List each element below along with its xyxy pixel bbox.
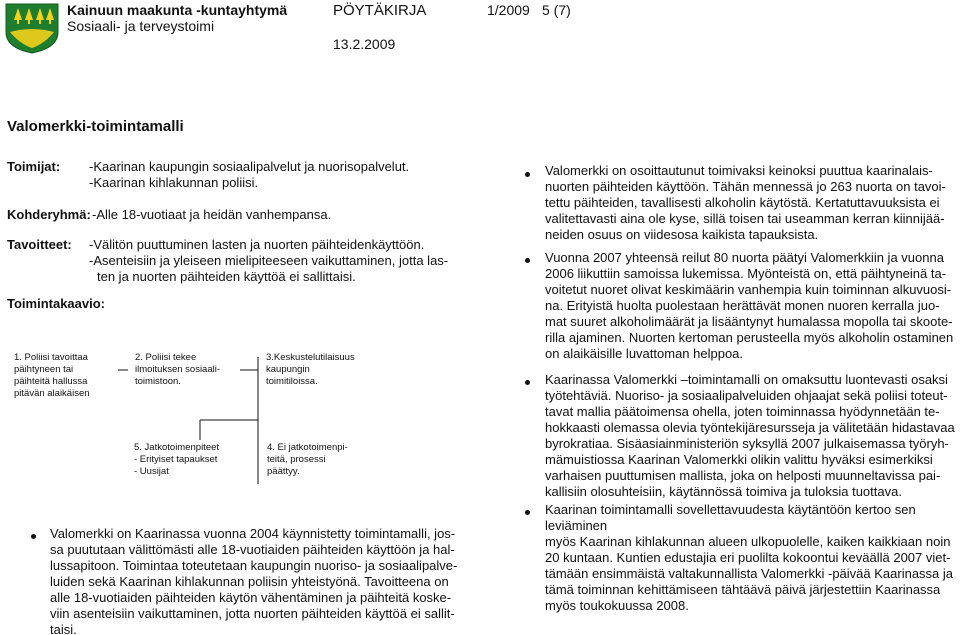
doc-type: PÖYTÄKIRJA: [333, 2, 427, 19]
paragraph-line: na. Erityistä huolta puolestaan herättävät monen nuoren kerralla juo-: [545, 298, 940, 313]
paragraph-line: neiden osuus on viidesosa kaikista tapauksista.: [545, 227, 819, 242]
paragraph-line: byrokratiaa. Sisäasiainministeriön syksyllä 2007 julkaisemassa työryh-: [545, 436, 949, 451]
flow-box-3-line: kaupungin: [266, 364, 310, 375]
paragraph-line: Kaarinan toimintamalli sovellettavuudesta käytäntöön kertoo sen leviäminen: [545, 502, 916, 533]
right-paragraph-1: [545, 163, 957, 243]
right-paragraph-2: [545, 250, 957, 362]
kohderyhma-label: Kohderyhmä:: [7, 207, 91, 222]
paragraph-line: myös Kaarinan kihlakunnan alueen ulkopuolelle, kaiken kaikkiaan noin: [545, 534, 951, 549]
paragraph-line: alle 18-vuotiaiden päihteiden käytön vähentäminen ja päihteitä koske-: [50, 590, 452, 605]
flow-box-5-line: 5. Jatkotoimenpiteet: [134, 442, 220, 453]
flow-box-3: [266, 352, 355, 388]
bullet-icon: [525, 258, 530, 263]
intro-paragraph: [50, 526, 470, 635]
paragraph-line: viin asenteisiin vaikuttaminen, jotta nuorten päihteiden käyttöä ei sallit-: [50, 606, 455, 621]
right-paragraph-3: [545, 372, 957, 500]
toimijat-line-2: -Kaarinan kihlakunnan poliisi.: [89, 175, 259, 190]
paragraph-line: tettu päihteiden, tavallisesti alkoholin käytöstä. Kertatuttavuuksista ei: [545, 195, 940, 210]
flow-box-1: [14, 352, 90, 400]
paragraph-line: Valomerkki on osoittautunut toimivaksi keinoksi puuttua kaarinalais-: [545, 163, 933, 178]
flow-box-2: [135, 352, 220, 388]
paragraph-line: lussapitoon. Toimintaa toteutetaan kaupungin nuoriso- ja sosiaalipalve-: [50, 558, 458, 573]
kohderyhma-value: -Alle 18-vuotiaat ja heidän vanhempansa.: [92, 207, 332, 222]
org-name: Kainuun maakunta -kuntayhtymä: [67, 2, 288, 18]
paragraph-line: varhaisen puuttumisen mallista, joka on helposti muunneltavissa pai-: [545, 468, 941, 483]
flow-box-1-line: pitävän alaikäisen: [14, 388, 90, 399]
paragraph-line: nuorten päihteiden käyttöön. Tähän mennessä jo 263 nuorta on tavoi-: [545, 179, 946, 194]
toimintakaavio-label: Toimintakaavio:: [7, 296, 106, 311]
flow-box-1-line: 1. Poliisi tavoittaa: [14, 352, 88, 363]
paragraph-line: on alaikäisille luvattoman helppoa.: [545, 346, 744, 361]
toimijat-line-1: -Kaarinan kaupungin sosiaalipalvelut ja nuorisopalvelut.: [89, 159, 410, 174]
flow-box-1-line: päihteitä hallussa: [14, 376, 88, 387]
paragraph-line: tämään ensimmäistä valtakunnallista Valomerkki -päivää Kaarinassa ja: [545, 566, 954, 581]
doc-date: 13.2.2009: [333, 36, 396, 52]
flow-box-4-line: teitä, prosessi: [267, 454, 326, 465]
right-paragraph-4: [545, 502, 957, 614]
paragraph-line: Kaarinassa Valomerkki –toimintamalli on omaksuttu luontevasti osaksi: [545, 372, 948, 387]
paragraph-line: 2006 liikuttiin samoissa lukemissa. Myönteistä on, että päihtyneinä ta-: [545, 266, 947, 281]
tavoitteet-line-2a: -Asenteisiin ja yleiseen mielipiteeseen vaikuttaminen, jotta las-: [89, 253, 449, 268]
flow-box-5-line: - Uusijat: [134, 466, 169, 477]
flow-box-2-line: ilmoituksen sosiaali-: [135, 364, 221, 375]
flow-box-4-line: päättyy.: [267, 466, 300, 477]
doc-number: 1/2009: [487, 2, 530, 18]
paragraph-line: Vuonna 2007 yhteensä reilut 80 nuorta päätyi Valomerkkiin ja vuonna: [545, 250, 944, 265]
page-title: Valomerkki-toimintamalli: [7, 118, 184, 135]
paragraph-line: valitettavasti aina ole kyse, sillä toisen tai useamman kerran kiinnijää-: [545, 211, 945, 226]
tavoitteet-label: Tavoitteet:: [7, 237, 72, 252]
bullet-icon: [525, 172, 530, 177]
bullet-icon: [31, 534, 36, 539]
flow-box-4: [267, 442, 348, 478]
paragraph-line: tämä toiminnan kehittämiseen tähtäävä päivä järjestettiin Kaarinassa: [545, 582, 941, 597]
paragraph-line: sa puututaan välittömästi alle 18-vuotiaiden päihteiden käyttöön ja hal-: [50, 542, 455, 557]
toimijat-label: Toimijat:: [7, 159, 61, 174]
paragraph-line: hokkaasti olemassa olevia työntekijäresursseja ja välitetään hidastavaa: [545, 420, 955, 435]
flow-box-5: [134, 442, 219, 478]
flow-box-2-line: 2. Poliisi tekee: [135, 352, 197, 363]
paragraph-line: mämuistiossa Kaarinan Valomerkki olikin valittu hyväksi esimerkiksi: [545, 452, 933, 467]
paragraph-line: rilla ajaminen. Nuorten kertoman perusteella myös alkoholin ostaminen: [545, 330, 954, 345]
tavoitteet-line-2b: ten ja nuorten päihteiden käyttöä ei sallittaisi.: [97, 269, 356, 284]
paragraph-line: 20 kuntaan. Kuntien edustajia eri puolilta kokoontui keväällä 2007 viet-: [545, 550, 951, 565]
org-department: Sosiaali- ja terveystoimi: [67, 18, 215, 34]
flow-box-3-line: 3.Keskustelutilaisuus: [266, 352, 355, 363]
paragraph-line: Valomerkki on Kaarinassa vuonna 2004 käynnistetty toimintamalli, jos-: [50, 526, 456, 541]
paragraph-line: mat suuret alkoholimäärät ja lisääntynyt humalassa mopolla tai skoote-: [545, 314, 953, 329]
flow-box-2-line: toimistoon.: [135, 376, 181, 387]
flow-box-1-line: päihtyneen tai: [14, 364, 74, 375]
paragraph-line: työtehtäviä. Nuoriso- ja sosiaalipalveluiden ohjaajat sekä poliisi toteut-: [545, 388, 948, 403]
paragraph-line: tavat mallia päätoimensa ohella, joten toiminnassa hyödynnetään te-: [545, 404, 940, 419]
bullet-icon: [525, 510, 530, 515]
paragraph-line: taisi.: [50, 622, 77, 635]
flow-box-4-line: 4. Ei jatkotoimenpi-: [267, 442, 348, 453]
paragraph-line: kallisiin olosuhteisiin, käytännössä toimiva ja tuloksia tuottava.: [545, 484, 902, 499]
paragraph-line: luiden sekä Kaarinan kihlakunnan poliisin yhteistyönä. Tavoitteena on: [50, 574, 449, 589]
flow-box-5-line: - Erityiset tapaukset: [134, 454, 218, 465]
paragraph-line: voitetut nuoret olivat keskimäärin vanhempia kuin toiminnan alkuvuosi-: [545, 282, 952, 297]
coat-of-arms-icon: [4, 2, 60, 54]
tavoitteet-line-1: -Välitön puuttuminen lasten ja nuorten päihteidenkäyttöön.: [89, 237, 425, 252]
flow-box-3-line: toimitiloissa.: [266, 376, 318, 387]
bullet-icon: [525, 380, 530, 385]
paragraph-line: myös toukokuussa 2008.: [545, 598, 689, 613]
page-number: 5 (7): [542, 2, 571, 18]
